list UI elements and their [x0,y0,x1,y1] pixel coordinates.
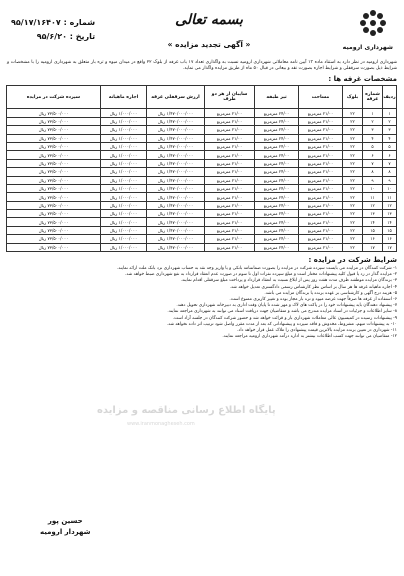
table-cell: ۱/۴۷۰/۰۰۰/۰۰۰ ریال [147,201,205,209]
table-cell: ۱/۴۷۰/۰۰۰/۰۰۰ ریال [147,218,205,226]
table-cell: ۴ [383,134,397,142]
table-cell: ۱/۴۷۰/۰۰۰/۰۰۰ ریال [147,235,205,243]
condition-item: ۱۱- شهرداری در تعیین برنده مزایده بالاترین قیمت پیشنهادی را ملاک عمل قرار خواهد داد. [237,327,397,333]
table-cell: ۱/۰۰۰/۰۰۰ ریال [101,243,147,251]
watermark-text: پایگاه اطلاع رسانی مناقصه و مزایده [97,405,276,417]
table-cell: ۲۲ [343,193,363,201]
condition-item: ۹- پیشنهادات رسیده در کمیسیون عالی معاملات شهرداری باز و قرائت خواهد شد و حضور شرکت کنندگان در جلسه آزاد است. [172,315,397,321]
table-body [7,109,397,252]
table-row [7,142,397,150]
table-cell: ۲۴/۰۰ مترمربع [255,193,299,201]
condition-item: ۲- مزایده گذار در رد یا قبول کلیه پیشنهادات مختار است و مبلغ سپرده نفرات اول تا سوم در صورت عدم انعقاد قرارداد به نفع شهرداری ضبط خواهد شد. [124,272,397,278]
table-cell: ۱/۴۷۰/۰۰۰/۰۰۰ ریال [147,142,205,150]
table-cell: ۲۱/۰۰ مترمربع [299,109,343,117]
intro-paragraph: شهرداری ارومیه در نظر دارد به استناد ماده ۱۳ آیین نامه معاملاتی شهرداری ارومیه نسبت به واگذاری تعداد ۱۷ باب غرفه از بلوک ۲۲ واقع در میدان میوه و تره بار متعلق به شهرداری ارومیه را با مشخصات و شرایط ذیل بصورت سرقفلی و شرایط اجاره بصورت نقد و بیعانی در قبال ۵۰ ماه از طریق مزایده واگذار می نماید. [7,60,398,72]
letter-date: تاریخ : ۹۵/۶/۲۰ [36,32,96,41]
table-cell: ۲۴/۰۰ مترمربع [255,159,299,167]
table-header-cell: ارزش سرقفلی غرفه [147,86,205,109]
table-cell: ۲۴/۰۰ مترمربع [255,218,299,226]
table-row [7,210,397,218]
table-cell: ۲۴/۰۰ مترمربع [255,117,299,125]
table-cell: ۱۷ [383,243,397,251]
header [7,6,397,58]
org-logo-block [342,8,393,51]
table-cell: ۱/۰۰۰/۰۰۰ ریال [101,201,147,209]
table-cell: ۲۴/۰۰ مترمربع [255,126,299,134]
table-cell: ۲۱/۰۰ مترمربع [299,142,343,150]
table-cell: ۱۲ [363,201,383,209]
table-cell: ۲۲ [343,184,363,192]
table-cell: ۷۳/۵۰۰/۰۰۰ ریال [7,134,101,142]
org-name: شهرداری ارومیه [342,44,393,51]
table-cell: ۱/۴۷۰/۰۰۰/۰۰۰ ریال [147,151,205,159]
table-row [7,159,397,167]
booths-section-title: مشخصات غرفه ها : [328,75,397,84]
table-cell: ۷۳/۵۰۰/۰۰۰ ریال [7,184,101,192]
table-row [7,226,397,234]
table-cell: ۷۳/۵۰۰/۰۰۰ ریال [7,117,101,125]
table-cell: ۳ [383,126,397,134]
table-cell: ۲۲ [343,134,363,142]
condition-item: ۶- استفاده از غرفه ها صرفاً جهت عرضه میوه و تره بار مجاز بوده و تغییر کاربری ممنوع است. [229,296,397,302]
table-row [7,151,397,159]
table-cell: ۲۴/۰۰ مترمربع [255,201,299,209]
table-cell: ۲۱/۰۰ مترمربع [205,201,255,209]
table-cell: ۲۱/۰۰ مترمربع [205,184,255,192]
table-cell: ۲۱/۰۰ مترمربع [299,193,343,201]
table-cell: ۲۴/۰۰ مترمربع [255,226,299,234]
table-row [7,117,397,125]
table-cell: ۶ [383,151,397,159]
table-cell: ۲۱/۰۰ مترمربع [205,193,255,201]
table-cell: ۷۳/۵۰۰/۰۰۰ ریال [7,210,101,218]
table-cell: ۱۰ [383,184,397,192]
table-cell: ۱/۰۰۰/۰۰۰ ریال [101,235,147,243]
table-cell: ۷۳/۵۰۰/۰۰۰ ریال [7,193,101,201]
table-header-cell: مساحت [299,86,343,109]
condition-item: ۴- اجاره ماهیانه غرفه ها هر سال بر اساس نظر کارشناس رسمی دادگستری تعدیل خواهد شد. [229,284,397,290]
table-cell: ۱۱ [363,193,383,201]
table-cell: ۷ [383,159,397,167]
table-row [7,243,397,251]
table-cell: ۲۱/۰۰ مترمربع [205,151,255,159]
table-header-cell: بلوک [343,86,363,109]
table-cell: ۱/۰۰۰/۰۰۰ ریال [101,193,147,201]
table-cell: ۲۱/۰۰ مترمربع [299,117,343,125]
table-cell: ۵ [383,142,397,150]
table-cell: ۲۱/۰۰ مترمربع [205,109,255,117]
table-row [7,109,397,117]
table-cell: ۲۲ [343,151,363,159]
table-cell: ۷۳/۵۰۰/۰۰۰ ریال [7,159,101,167]
table-cell: ۷۳/۵۰۰/۰۰۰ ریال [7,176,101,184]
table-cell: ۲۱/۰۰ مترمربع [299,168,343,176]
table-cell: ۲۲ [343,201,363,209]
table-cell: ۷۳/۵۰۰/۰۰۰ ریال [7,201,101,209]
table-header-cell: شماره غرفه [363,86,383,109]
table-cell: ۲۱/۰۰ مترمربع [205,243,255,251]
table-cell: ۱/۰۰۰/۰۰۰ ریال [101,134,147,142]
table-cell: ۲۱/۰۰ مترمربع [299,184,343,192]
table-cell: ۲۱/۰۰ مترمربع [299,176,343,184]
table-row [7,134,397,142]
table-cell: ۷۳/۵۰۰/۰۰۰ ریال [7,168,101,176]
table-cell: ۱/۴۷۰/۰۰۰/۰۰۰ ریال [147,134,205,142]
table-cell: ۲۲ [343,210,363,218]
table-cell: ۱/۴۷۰/۰۰۰/۰۰۰ ریال [147,226,205,234]
table-cell: ۲۲ [343,226,363,234]
signature-block [40,516,91,538]
condition-item: ۱۲- متقاضیان می توانند جهت کسب اطلاعات بیشتر به اداره درآمد شهرداری ارومیه مراجعه نمایند. [222,334,397,340]
table-cell: ۲۴/۰۰ مترمربع [255,134,299,142]
letter-meta [11,16,95,44]
table-header-cell: سپرده شرکت در مزایده [7,86,101,109]
table-cell: ۲۴/۰۰ مترمربع [255,243,299,251]
table-cell: ۲۱/۰۰ مترمربع [205,168,255,176]
table-cell: ۲۱/۰۰ مترمربع [205,235,255,243]
table-cell: ۱۳ [363,210,383,218]
table-header-row [7,86,397,109]
table-cell: ۱/۰۰۰/۰۰۰ ریال [101,159,147,167]
table-row [7,126,397,134]
table-cell: ۲۲ [343,176,363,184]
table-cell: ۷۳/۵۰۰/۰۰۰ ریال [7,109,101,117]
table-cell: ۱۰ [363,184,383,192]
condition-item: ۸- سایر اطلاعات و جزئیات در اسناد مزایده مندرج می باشد و متقاضیان جهت دریافت اسناد می توانند به شهرداری مراجعه نمایند. [167,309,397,315]
table-cell: ۱۶ [383,235,397,243]
table-cell: ۲۱/۰۰ مترمربع [205,159,255,167]
condition-item: ۱۰- به پیشنهادات مبهم، مشروط، مخدوش و فاقد سپرده و پیشنهاداتی که بعد از مدت مقرر واصل شود ترتیب اثر داده نخواهد شد. [166,321,397,327]
table-cell: ۲۴/۰۰ مترمربع [255,151,299,159]
table-cell: ۲۴/۰۰ مترمربع [255,210,299,218]
table-cell: ۲۱/۰۰ مترمربع [299,235,343,243]
table-cell: ۱/۴۷۰/۰۰۰/۰۰۰ ریال [147,168,205,176]
table-cell: ۲۱/۰۰ مترمربع [205,226,255,234]
table-cell: ۲۲ [343,218,363,226]
table-cell: ۱/۰۰۰/۰۰۰ ریال [101,184,147,192]
table-cell: ۲۲ [343,235,363,243]
table-cell: ۹ [363,176,383,184]
table-cell: ۱۳ [383,210,397,218]
booths-table [6,85,397,252]
table-cell: ۲۴/۰۰ مترمربع [255,109,299,117]
table-cell: ۱/۰۰۰/۰۰۰ ریال [101,210,147,218]
table-cell: ۱۷ [363,243,383,251]
table-cell: ۹ [383,176,397,184]
bismillah-heading: بسمه تعالی [175,12,243,28]
conditions-title: شرایط شرکت در مزایده : [308,256,397,265]
table-cell: ۱/۰۰۰/۰۰۰ ریال [101,176,147,184]
table-row [7,235,397,243]
table-cell: ۲۱/۰۰ مترمربع [299,201,343,209]
table-cell: ۶ [363,151,383,159]
table-cell: ۲۲ [343,126,363,134]
table-cell: ۷۳/۵۰۰/۰۰۰ ریال [7,226,101,234]
table-cell: ۲۱/۰۰ مترمربع [299,134,343,142]
table-cell: ۲۲ [343,117,363,125]
table-cell: ۱ [363,109,383,117]
table-header-cell: تیر طبقه [255,86,299,109]
table-cell: ۲۱/۰۰ مترمربع [205,117,255,125]
table-cell: ۲۴/۰۰ مترمربع [255,235,299,243]
table-cell: ۲۱/۰۰ مترمربع [205,176,255,184]
table-row [7,176,397,184]
table-cell: ۲۲ [343,168,363,176]
table-cell: ۱/۴۷۰/۰۰۰/۰۰۰ ریال [147,117,205,125]
table-cell: ۷۳/۵۰۰/۰۰۰ ریال [7,218,101,226]
table-cell: ۵ [363,142,383,150]
signatory-title: شهردار ارومیه [40,528,91,536]
municipality-logo-icon [358,8,388,38]
table-cell: ۷۳/۵۰۰/۰۰۰ ریال [7,126,101,134]
letter-number: شماره : ۹۵/۱۷/۱۶۴۰۷ [11,18,96,27]
table-cell: ۲۲ [343,142,363,150]
table-cell: ۱۲ [383,201,397,209]
condition-item: ۷- پیشنهاد دهندگان باید پیشنهادات خود را در پاکت های لاک و مهر شده تا پایان وقت اداری به دبیرخانه شهرداری تحویل دهند. [176,303,397,309]
condition-item: ۵- هزینه درج آگهی و کارشناسی بر عهده برنده یا برندگان مزایده می باشد. [264,290,397,296]
table-cell: ۲۴/۰۰ مترمربع [255,168,299,176]
table-cell: ۲۴/۰۰ مترمربع [255,142,299,150]
table-cell: ۱/۰۰۰/۰۰۰ ریال [101,218,147,226]
table-cell: ۸ [363,168,383,176]
table-cell: ۲۴/۰۰ مترمربع [255,176,299,184]
table-row [7,168,397,176]
table-cell: ۲۱/۰۰ مترمربع [299,210,343,218]
table-row [7,201,397,209]
table-cell: ۲۲ [343,109,363,117]
table-cell: ۱/۴۷۰/۰۰۰/۰۰۰ ریال [147,126,205,134]
table-header-cell: ردیف [383,86,397,109]
table-cell: ۲۱/۰۰ مترمربع [205,210,255,218]
table-cell: ۱۱ [383,193,397,201]
table-cell: ۲۱/۰۰ مترمربع [205,126,255,134]
table-cell: ۷۳/۵۰۰/۰۰۰ ریال [7,243,101,251]
watermark-url: www.iranmonagheseh.com [127,421,195,428]
table-row [7,193,397,201]
table-row [7,184,397,192]
table-cell: ۱۴ [363,218,383,226]
table-cell: ۱/۴۷۰/۰۰۰/۰۰۰ ریال [147,243,205,251]
table-cell: ۱/۴۷۰/۰۰۰/۰۰۰ ریال [147,176,205,184]
signatory-name: حسین پور [47,517,83,525]
table-cell: ۲۱/۰۰ مترمربع [299,243,343,251]
table-cell: ۲۱/۰۰ مترمربع [299,151,343,159]
notice-title: « آگهی تجدید مزایده » [167,40,251,49]
table-cell: ۱۵ [363,226,383,234]
table-header-cell: اجاره ماهیانه [101,86,147,109]
table-cell: ۱/۰۰۰/۰۰۰ ریال [101,117,147,125]
table-cell: ۱۴ [383,218,397,226]
table-cell: ۷ [363,159,383,167]
table-cell: ۱۵ [383,226,397,234]
table-cell: ۲۱/۰۰ مترمربع [299,226,343,234]
table-cell: ۲ [363,117,383,125]
table-cell: ۲۲ [343,243,363,251]
table-cell: ۲۱/۰۰ مترمربع [299,126,343,134]
table-cell: ۱/۴۷۰/۰۰۰/۰۰۰ ریال [147,193,205,201]
table-cell: ۱۶ [363,235,383,243]
table-cell: ۴ [363,134,383,142]
table-cell: ۱/۰۰۰/۰۰۰ ریال [101,151,147,159]
table-cell: ۲۱/۰۰ مترمربع [205,218,255,226]
table-cell: ۲۱/۰۰ مترمربع [299,159,343,167]
table-cell: ۷۳/۵۰۰/۰۰۰ ریال [7,151,101,159]
table-cell: ۲۱/۰۰ مترمربع [205,134,255,142]
condition-item: ۱- شرکت کنندگان در مزایده می بایست سپرده شرکت در مزایده را بصورت ضمانتنامه بانکی و یا واریز وجه نقد به حساب شهرداری نزد بانک ملت ارائه نمایند. [116,266,397,272]
table-cell: ۱/۰۰۰/۰۰۰ ریال [101,226,147,234]
table-cell: ۱/۰۰۰/۰۰۰ ریال [101,109,147,117]
table-cell: ۲۱/۰۰ مترمربع [299,218,343,226]
table-cell: ۱/۰۰۰/۰۰۰ ریال [101,168,147,176]
table-cell: ۱/۴۷۰/۰۰۰/۰۰۰ ریال [147,210,205,218]
table-header-cell: سایبان از هر دو طرف [205,86,255,109]
table-cell: ۳ [363,126,383,134]
table-cell: ۲ [383,117,397,125]
table-cell: ۱/۴۷۰/۰۰۰/۰۰۰ ریال [147,109,205,117]
table-cell: ۷۳/۵۰۰/۰۰۰ ریال [7,142,101,150]
table-cell: ۲۴/۰۰ مترمربع [255,184,299,192]
table-cell: ۱/۰۰۰/۰۰۰ ریال [101,126,147,134]
table-cell: ۲۱/۰۰ مترمربع [205,142,255,150]
table-cell: ۷۳/۵۰۰/۰۰۰ ریال [7,235,101,243]
table-cell: ۱/۰۰۰/۰۰۰ ریال [101,142,147,150]
table-row [7,218,397,226]
conditions-list [7,266,397,428]
table-cell: ۱ [383,109,397,117]
condition-item: ۳- برندگان مزایده موظفند ظرف مدت هفت روز پس از ابلاغ نسبت به انعقاد قرارداد و پرداخت مبلغ سرقفلی اقدام نمایند. [180,278,397,284]
table-cell: ۱/۴۷۰/۰۰۰/۰۰۰ ریال [147,159,205,167]
table-cell: ۱/۴۷۰/۰۰۰/۰۰۰ ریال [147,184,205,192]
table-cell: ۸ [383,168,397,176]
table-cell: ۲۲ [343,159,363,167]
